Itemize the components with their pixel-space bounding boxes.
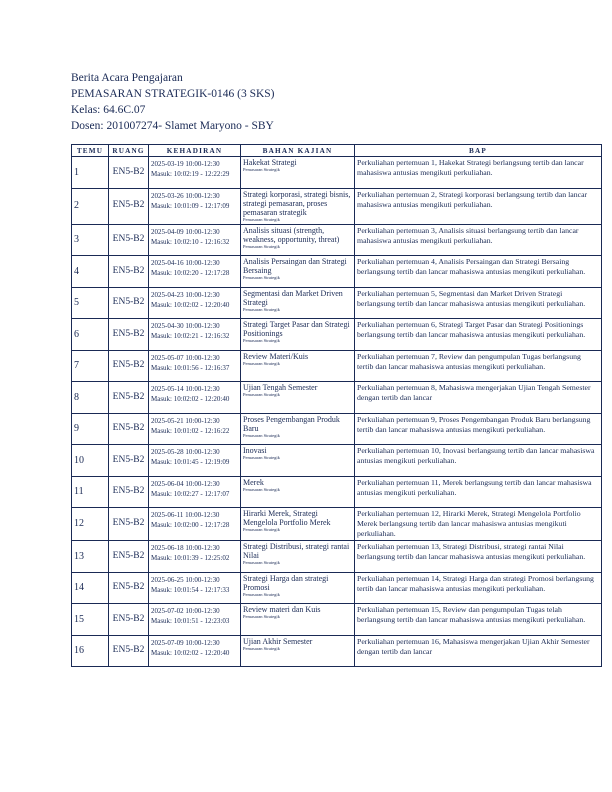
cell-temu: 5 <box>72 287 109 319</box>
schedule-time: 2025-06-25 10:00-12:30 <box>151 575 220 584</box>
topic-course: Pemasaran Strategik <box>243 216 280 222</box>
cell-temu: 9 <box>72 413 109 445</box>
topic-title: Inovasi <box>243 446 267 455</box>
schedule-time: 2025-04-09 10:00-12:30 <box>151 227 220 236</box>
table-row <box>72 256 602 288</box>
schedule-time: 2025-05-28 10:00-12:30 <box>151 448 220 456</box>
attendance-time: Masuk: 10:01:09 - 12:17:09 <box>151 201 230 210</box>
cell-kehadiran <box>149 157 241 189</box>
cell-bap: Perkuliahan pertemuan 14, Strategi Harga dan strategi Promosi berlangsung tertib dan lancar mahasiswa antusias mengikuti perkuliahan. <box>355 572 602 604</box>
table-row <box>72 350 602 382</box>
cell-bahan-kajian <box>241 635 355 667</box>
cell-ruang: EN5-B2 <box>109 476 149 508</box>
cell-ruang: EN5-B2 <box>109 157 149 189</box>
table-row <box>72 413 602 445</box>
cell-ruang: EN5-B2 <box>109 604 149 636</box>
topic-title: Strategi Harga dan strategi Promosi <box>243 573 329 592</box>
cell-ruang: EN5-B2 <box>109 256 149 288</box>
cell-kehadiran <box>149 256 241 288</box>
table-row <box>72 572 602 604</box>
topic-title: Strategi Target Pasar dan Strategi Positionings <box>243 320 350 338</box>
cell-ruang: EN5-B2 <box>109 508 149 541</box>
schedule-time: 2025-05-07 10:00-12:30 <box>151 353 220 362</box>
cell-bap: Perkuliahan pertemuan 16, Mahasiswa mengerjakan Ujian Akhir Semester dengan tertib dan lancar <box>355 635 602 667</box>
cell-ruang: EN5-B2 <box>109 445 149 477</box>
attendance-time: Masuk: 10:02:27 - 12:17:07 <box>151 489 230 498</box>
cell-temu: 8 <box>72 382 109 414</box>
attendance-time: Masuk: 10:01:51 - 12:23:03 <box>151 617 230 625</box>
cell-kehadiran <box>149 350 241 382</box>
cell-bahan-kajian <box>241 382 355 414</box>
cell-ruang: EN5-B2 <box>109 287 149 319</box>
topic-course: Pemasaran Strategik <box>243 360 280 366</box>
cell-temu: 6 <box>72 319 109 351</box>
cell-temu: 10 <box>72 445 109 477</box>
cell-kehadiran <box>149 604 241 636</box>
header-ruang: RUANG <box>109 145 149 157</box>
cell-bahan-kajian <box>241 604 355 636</box>
topic-title: Strategi korporasi, strategi bisnis, strategi pemasaran, proses pemasaran strategik <box>243 189 351 217</box>
topic-course: Pemasaran Strategik <box>243 243 280 249</box>
cell-bap: Perkuliahan pertemuan 3, Analisis situasi berlangsung tertib dan lancar mahasiswa antusias mengikuti perkuliahan. <box>355 224 602 256</box>
course-name: PEMASARAN STRATEGIK-0146 (3 SKS) <box>71 88 275 100</box>
cell-ruang: EN5-B2 <box>109 350 149 382</box>
schedule-time: 2025-06-18 10:00-12:30 <box>151 544 220 552</box>
cell-temu: 7 <box>72 350 109 382</box>
cell-bap: Perkuliahan pertemuan 9, Proses Pengembangan Produk Baru berlangsung tertib dan lancar mahasiswa antusias mengikuti perkuliahan. <box>355 413 602 445</box>
table-row <box>72 287 602 319</box>
topic-title: Review Materi/Kuis <box>243 351 309 361</box>
cell-bahan-kajian <box>241 157 355 189</box>
table-row <box>72 319 602 351</box>
topic-course: Pemasaran Strategik <box>243 645 280 651</box>
topic-course: Pemasaran Strategik <box>243 432 280 438</box>
schedule-time: 2025-05-21 10:00-12:30 <box>151 416 220 425</box>
topic-course: Pemasaran Strategik <box>243 455 280 460</box>
table-row <box>72 224 602 256</box>
header-temu: TEMU <box>72 145 109 157</box>
header-bap: BAP <box>355 145 602 157</box>
cell-temu: 15 <box>72 604 109 636</box>
topic-title: Analisis Persaingan dan Strategi Bersaing <box>243 257 347 275</box>
cell-kehadiran <box>149 541 241 573</box>
document-title: Berita Acara Pengajaran <box>71 72 183 84</box>
cell-bahan-kajian <box>241 508 355 541</box>
schedule-time: 2025-07-09 10:00-12:30 <box>151 638 220 647</box>
topic-title: Proses Pengembangan Produk Baru <box>243 414 340 433</box>
cell-temu: 12 <box>72 508 109 541</box>
cell-bahan-kajian <box>241 445 355 477</box>
attendance-time: Masuk: 10:02:19 - 12:22:29 <box>151 170 230 178</box>
cell-bap: Perkuliahan pertemuan 4, Analisis Persaingan dan Strategi Bersaing berlangsung tertib dan lancar mahasiswa antusias mengikuti perkuliahan. <box>355 256 602 288</box>
cell-kehadiran <box>149 476 241 508</box>
attendance-time: Masuk: 10:01:39 - 12:25:02 <box>151 554 230 562</box>
cell-ruang: EN5-B2 <box>109 572 149 604</box>
table-row <box>72 508 602 541</box>
cell-kehadiran <box>149 445 241 477</box>
table-row <box>72 382 602 414</box>
schedule-time: 2025-06-11 10:00-12:30 <box>151 511 220 519</box>
cell-bap: Perkuliahan pertemuan 10, Inovasi berlangsung tertib dan lancar mahasiswa antusias mengikuti perkuliahan. <box>355 445 602 477</box>
schedule-time: 2025-04-23 10:00-12:30 <box>151 290 220 299</box>
table-row <box>72 188 602 224</box>
cell-bahan-kajian <box>241 319 355 351</box>
cell-bap: Perkuliahan pertemuan 11, Merek berlangsung tertib dan lancar mahasiswa antusias mengikuti perkuliahan. <box>355 476 602 508</box>
table-row <box>72 445 602 477</box>
attendance-table <box>71 144 602 667</box>
topic-course: Pemasaran Strategik <box>243 392 280 397</box>
cell-bahan-kajian <box>241 287 355 319</box>
cell-temu: 16 <box>72 635 109 667</box>
header-bahan-kajian: BAHAN KAJIAN <box>241 145 355 157</box>
cell-bap: Perkuliahan pertemuan 15, Review dan pengumpulan Tugas telah berlangsung tertib dan lancar mahasiswa antusias mengikuti perkuliahan. <box>355 604 602 636</box>
attendance-time: Masuk: 10:01:45 - 12:19:09 <box>151 458 230 466</box>
cell-temu: 14 <box>72 572 109 604</box>
topic-title: Ujian Akhir Semester <box>243 636 313 646</box>
cell-kehadiran <box>149 319 241 351</box>
cell-bahan-kajian <box>241 572 355 604</box>
cell-bap: Perkuliahan pertemuan 13, Strategi Distribusi, strategi rantai Nilai berlangsung tertib dan lancar mahasiswa antusias mengikuti perkuliahan. <box>355 541 602 573</box>
attendance-time: Masuk: 10:02:02 - 12:20:40 <box>151 395 230 403</box>
class-name: Kelas: 64.6C.07 <box>71 104 146 116</box>
cell-bahan-kajian <box>241 188 355 224</box>
cell-kehadiran <box>149 635 241 667</box>
attendance-time: Masuk: 10:01:56 - 12:16:37 <box>151 363 230 372</box>
topic-course: Pemasaran Strategik <box>243 591 280 597</box>
schedule-time: 2025-07-02 10:00-12:30 <box>151 607 220 615</box>
cell-bap: Perkuliahan pertemuan 5, Segmentasi dan Market Driven Strategi berlangsung tertib dan lancar mahasiswa antusias mengikuti perkuliahan. <box>355 287 602 319</box>
cell-bahan-kajian <box>241 413 355 445</box>
cell-temu: 13 <box>72 541 109 573</box>
cell-temu: 11 <box>72 476 109 508</box>
cell-bap: Perkuliahan pertemuan 1, Hakekat Strategi berlangsung tertib dan lancar mahasiswa antusias mengikuti perkuliahan. <box>355 157 602 189</box>
cell-temu: 1 <box>72 157 109 189</box>
cell-temu: 3 <box>72 224 109 256</box>
topic-title: Segmentasi dan Market Driven Strategi <box>243 288 343 307</box>
cell-bahan-kajian <box>241 350 355 382</box>
table-row <box>72 476 602 508</box>
cell-kehadiran <box>149 224 241 256</box>
topic-title: Strategi Distribusi, strategi rantai Nilai <box>243 542 350 560</box>
schedule-time: 2025-04-16 10:00-12:30 <box>151 259 220 267</box>
cell-bap: Perkuliahan pertemuan 7, Review dan pengumpulan Tugas berlangsung tertib dan lancar mahasiswa antusias mengikuti perkuliahan. <box>355 350 602 382</box>
topic-title: Analisis situasi (strength, weakness, opportunity, threat) <box>243 225 340 244</box>
topic-course: Pemasaran Strategik <box>243 306 280 312</box>
cell-kehadiran <box>149 413 241 445</box>
cell-ruang: EN5-B2 <box>109 541 149 573</box>
topic-course: Pemasaran Strategik <box>243 338 280 343</box>
cell-kehadiran <box>149 287 241 319</box>
cell-bahan-kajian <box>241 256 355 288</box>
cell-kehadiran <box>149 508 241 541</box>
topic-title: Hirarki Merek, Strategi Mengelola Portfolio Merek <box>243 509 331 527</box>
cell-bahan-kajian <box>241 541 355 573</box>
attendance-time: Masuk: 10:02:02 - 12:20:40 <box>151 300 230 309</box>
topic-course: Pemasaran Strategik <box>243 614 280 619</box>
table-row <box>72 157 602 189</box>
attendance-time: Masuk: 10:02:10 - 12:16:32 <box>151 237 230 246</box>
schedule-time: 2025-03-19 10:00-12:30 <box>151 160 220 168</box>
cell-bap: Perkuliahan pertemuan 8, Mahasiswa mengerjakan Ujian Tengah Semester dengan tertib dan lancar <box>355 382 602 414</box>
attendance-time: Masuk: 10:02:02 - 12:20:40 <box>151 648 230 657</box>
table-row <box>72 635 602 667</box>
cell-bap: Perkuliahan pertemuan 12, Hirarki Merek, Strategi Mengelola Portfolio Merek berlangsung tertib dan lancar mahasiswa antusias mengikuti perkuliahan. <box>355 508 602 541</box>
topic-course: Pemasaran Strategik <box>243 275 280 280</box>
cell-ruang: EN5-B2 <box>109 635 149 667</box>
attendance-time: Masuk: 10:01:54 - 12:17:33 <box>151 585 230 594</box>
table-row <box>72 541 602 573</box>
cell-ruang: EN5-B2 <box>109 224 149 256</box>
attendance-time: Masuk: 10:02:00 - 12:17:28 <box>151 521 230 529</box>
attendance-time: Masuk: 10:01:02 - 12:16:22 <box>151 426 230 435</box>
table-header-row <box>72 145 602 157</box>
cell-ruang: EN5-B2 <box>109 413 149 445</box>
topic-title: Ujian Tengah Semester <box>243 383 318 392</box>
topic-course: Pemasaran Strategik <box>243 167 280 172</box>
cell-bap: Perkuliahan pertemuan 2, Strategi korporasi berlangsung tertib dan lancar mahasiswa antusias mengikuti perkuliahan. <box>355 188 602 224</box>
cell-kehadiran <box>149 188 241 224</box>
attendance-time: Masuk: 10:02:20 - 12:17:28 <box>151 269 230 277</box>
cell-temu: 2 <box>72 188 109 224</box>
cell-bahan-kajian <box>241 476 355 508</box>
topic-course: Pemasaran Strategik <box>243 527 280 532</box>
cell-ruang: EN5-B2 <box>109 188 149 224</box>
schedule-time: 2025-06-04 10:00-12:30 <box>151 479 220 488</box>
topic-title: Merek <box>243 477 264 487</box>
cell-ruang: EN5-B2 <box>109 319 149 351</box>
attendance-time: Masuk: 10:02:21 - 12:16:32 <box>151 332 230 340</box>
cell-bap: Perkuliahan pertemuan 6, Strategi Target Pasar dan Strategi Positionings berlangsung tertib dan lancar mahasiswa antusias mengikuti perkuliahan. <box>355 319 602 351</box>
table-row <box>72 604 602 636</box>
cell-bahan-kajian <box>241 224 355 256</box>
cell-temu: 4 <box>72 256 109 288</box>
cell-kehadiran <box>149 572 241 604</box>
topic-title: Hakekat Strategi <box>243 158 297 167</box>
topic-course: Pemasaran Strategik <box>243 486 280 492</box>
header-kehadiran: KEHADIRAN <box>149 145 241 157</box>
schedule-time: 2025-05-14 10:00-12:30 <box>151 385 220 393</box>
topic-title: Review materi dan Kuis <box>243 605 321 614</box>
topic-course: Pemasaran Strategik <box>243 560 280 565</box>
cell-kehadiran <box>149 382 241 414</box>
lecturer-name: Dosen: 201007274- Slamet Maryono - SBY <box>71 120 274 132</box>
cell-ruang: EN5-B2 <box>109 382 149 414</box>
document-header <box>71 70 275 134</box>
schedule-time: 2025-03-26 10:00-12:30 <box>151 191 220 200</box>
schedule-time: 2025-04-30 10:00-12:30 <box>151 322 220 330</box>
